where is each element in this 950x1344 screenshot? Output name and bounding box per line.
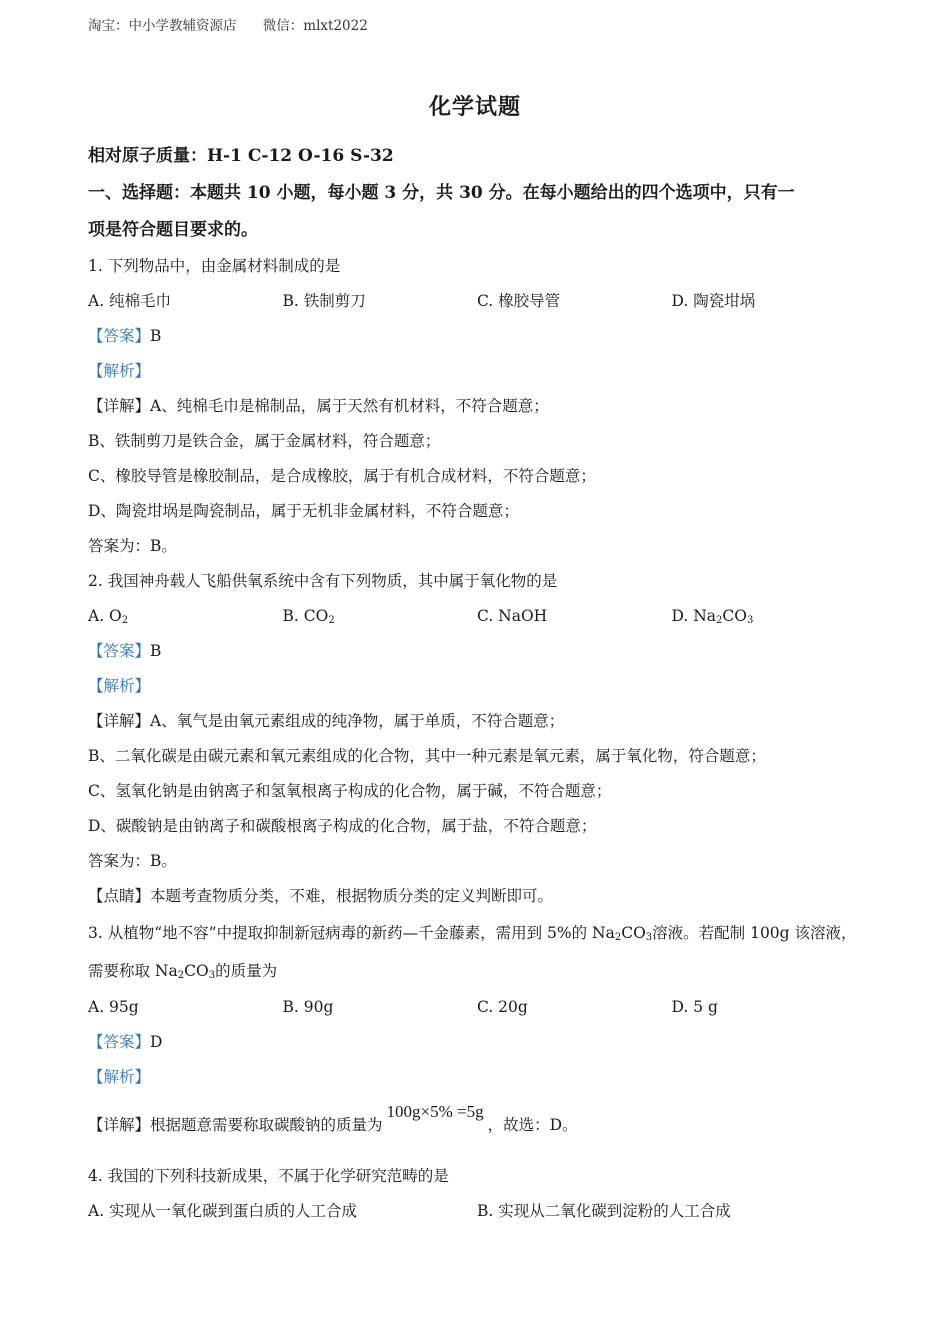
q2-answer-value: B xyxy=(150,642,162,660)
q1-detail-line-b: B、铁制剪刀是铁合金，属于金属材料，符合题意； xyxy=(88,432,441,450)
section-heading-line1: 一、选择题：本题共 10 小题，每小题 3 分，共 30 分。在每小题给出的四个选项中，只有一 xyxy=(88,183,795,203)
q2-detail-text: A、氧气是由氧元素组成的纯净物，属于单质，不符合题意； xyxy=(150,712,565,730)
q1-option-a: A. 纯棉毛巾 xyxy=(88,292,172,310)
q3-answer-value: D xyxy=(150,1033,163,1051)
detail-label: 【详解】 xyxy=(88,397,151,415)
q3-option-c: C. 20g xyxy=(477,998,528,1016)
q4-options xyxy=(88,1194,878,1229)
q1-analysis-label: 【解析】 xyxy=(88,362,151,380)
q1-conclusion: 答案为：B。 xyxy=(88,537,177,555)
q2-option-d xyxy=(672,599,867,634)
q3-option-a: A. 95g xyxy=(88,998,139,1016)
q3-stem-line1 xyxy=(88,914,878,952)
q2-option-c: C. NaOH xyxy=(477,607,548,625)
q1-option-c: C. 橡胶导管 xyxy=(477,292,561,310)
q4-option-b: B. 实现从二氧化碳到淀粉的人工合成 xyxy=(477,1202,731,1220)
q3-stem2-sub2: 3 xyxy=(208,970,216,981)
q1-options xyxy=(88,284,878,319)
q3-option-d: D. 5 g xyxy=(671,998,718,1016)
q2-option-d-text2: CO xyxy=(722,607,747,625)
q3-stem-text1: 3. 从植物“地不容”中提取抑制新冠病毒的新药—千金藤素，需用到 5%的 Na xyxy=(88,924,615,942)
q3-answer xyxy=(88,1025,878,1060)
page-title: 化学试题 xyxy=(428,94,521,120)
q2-option-b-text: B. CO xyxy=(282,607,329,625)
page-header xyxy=(88,14,390,34)
q2-option-b-sub: 2 xyxy=(328,615,335,626)
section-heading-line2: 项是符合题目要求的。 xyxy=(88,220,258,240)
q3-stem2-text3: 的质量为 xyxy=(215,962,278,980)
q3-stem2-text1: 需要称取 Na xyxy=(88,962,178,980)
q2-conclusion: 答案为：B。 xyxy=(88,852,177,870)
q1-detail-line-d: D、陶瓷坩埚是陶瓷制品，属于无机非金属材料，不符合题意； xyxy=(88,502,519,520)
header-shop: 淘宝：中小学教辅资源店 xyxy=(88,18,237,34)
q3-detail xyxy=(88,1095,878,1145)
q3-stem-sub1: 2 xyxy=(614,932,622,943)
q1-answer xyxy=(88,319,878,354)
q2-option-b xyxy=(283,599,478,634)
q2-option-d-text1: D. Na xyxy=(671,607,717,625)
q3-detail-post: ，故选：D。 xyxy=(487,1116,578,1134)
q1-stem: 1. 下列物品中，由金属材料制成的是 xyxy=(88,257,341,275)
answer-label: 【答案】 xyxy=(88,1033,151,1051)
q2-detail-line-d: D、碳酸钠是由钠离子和碳酸根离子构成的化合物，属于盐，不符合题意； xyxy=(88,817,597,835)
q2-detail xyxy=(88,704,878,739)
q3-stem-text3: 溶液。若配制 100g 该溶液， xyxy=(652,924,857,942)
q4-stem: 4. 我国的下列科技新成果，不属于化学研究范畴的是 xyxy=(88,1167,449,1185)
answer-label: 【答案】 xyxy=(88,327,151,345)
comment-label: 【点睛】 xyxy=(88,887,151,905)
q3-stem-line2 xyxy=(88,952,878,990)
paper-content xyxy=(88,138,878,1229)
q1-option-d: D. 陶瓷坩埚 xyxy=(671,292,756,310)
q2-option-a xyxy=(88,599,283,634)
q2-option-a-sub: 2 xyxy=(121,615,129,626)
q2-detail-line-c: C、氢氧化钠是由钠离子和氢氧根离子构成的化合物，属于碱，不符合题意； xyxy=(88,782,612,800)
q2-comment-text: 本题考查物质分类，不难，根据物质分类的定义判断即可。 xyxy=(150,887,554,905)
q3-options xyxy=(88,990,878,1025)
q3-stem2-sub1: 2 xyxy=(177,970,185,981)
q1-detail-line-c: C、橡胶导管是橡胶制品，是合成橡胶，属于有机合成材料，不符合题意； xyxy=(88,467,596,485)
q3-option-b: B. 90g xyxy=(282,998,334,1016)
q1-option-b: B. 铁制剪刀 xyxy=(282,292,366,310)
q3-formula: 100g×5% =5g xyxy=(386,1102,484,1121)
q2-answer xyxy=(88,634,878,669)
q1-answer-value: B xyxy=(150,327,162,345)
atomic-mass: 相对原子质量：H-1 C-12 O-16 S-32 xyxy=(88,146,394,166)
q3-stem-sub2: 3 xyxy=(645,932,653,943)
q2-option-d-sub2: 3 xyxy=(747,615,754,626)
detail-label: 【详解】 xyxy=(88,1116,151,1134)
q2-option-a-text: A. O xyxy=(88,607,122,625)
q2-options xyxy=(88,599,878,634)
q2-comment xyxy=(88,879,878,914)
q2-analysis-label: 【解析】 xyxy=(88,677,151,695)
q3-stem2-text2: CO xyxy=(184,962,209,980)
q2-stem: 2. 我国神舟载人飞船供氧系统中含有下列物质，其中属于氧化物的是 xyxy=(88,572,558,590)
header-wechat: 微信：mlxt2022 xyxy=(262,18,368,34)
q2-option-d-sub1: 2 xyxy=(716,615,723,626)
q2-detail-line-b: B、二氧化碳是由碳元素和氧元素组成的化合物，其中一种元素是氧元素，属于氧化物，符合题意； xyxy=(88,747,766,765)
q3-detail-pre: 根据题意需要称取碳酸钠的质量为 xyxy=(150,1116,383,1134)
q4-option-a: A. 实现从一氧化碳到蛋白质的人工合成 xyxy=(88,1202,358,1220)
q1-detail-text: A、纯棉毛巾是棉制品，属于天然有机材料，不符合题意； xyxy=(150,397,549,415)
detail-label: 【详解】 xyxy=(88,712,151,730)
q1-detail xyxy=(88,389,878,424)
answer-label: 【答案】 xyxy=(88,642,151,660)
q3-stem-text2: CO xyxy=(621,924,646,942)
q3-analysis-label: 【解析】 xyxy=(88,1068,151,1086)
